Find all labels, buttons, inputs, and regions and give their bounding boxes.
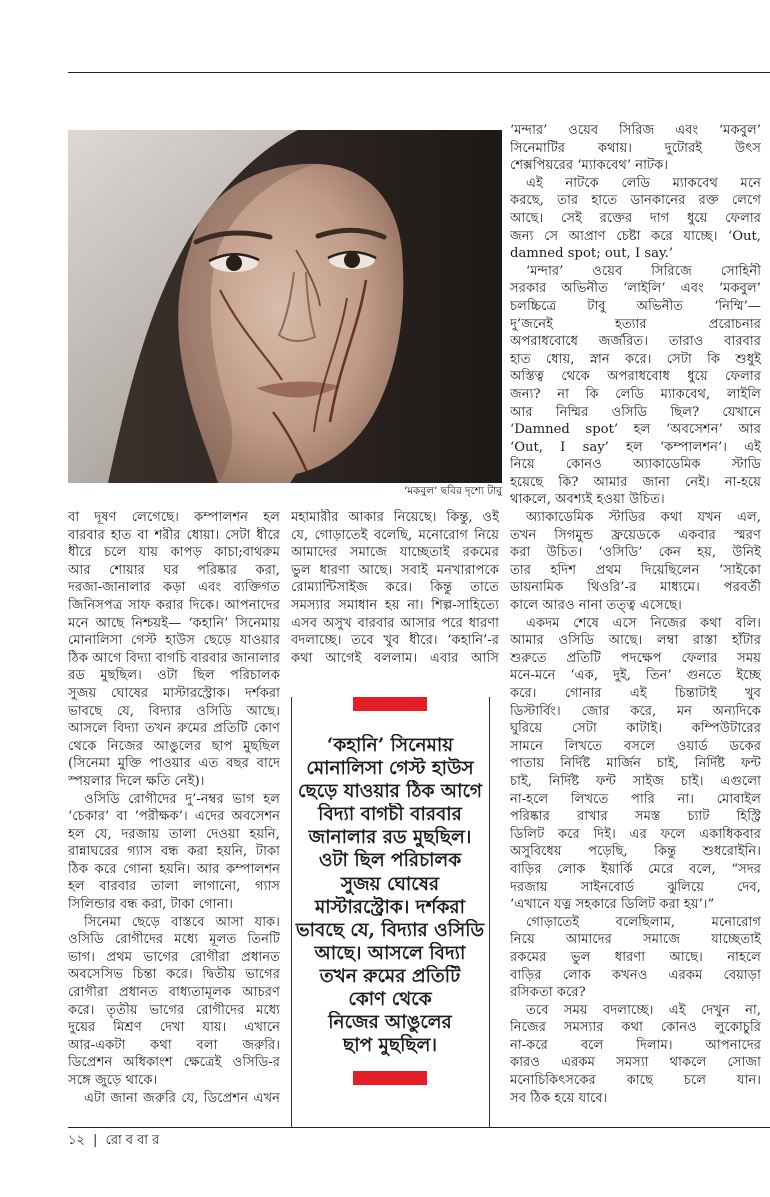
text-line: অ্যাকাডেমিক স্টাডির কথা যখন এল, <box>526 510 761 526</box>
text-line: ডায়নামিক থিওরি’-র মাধ্যমে। পরবর্তী <box>510 580 761 596</box>
paragraph <box>291 509 499 667</box>
paragraph <box>68 914 280 1090</box>
text-line: রোগীরা প্রধানত বাধ্যতামূলক আচরণ <box>68 985 280 1001</box>
text-line: অস্তিত্ব থেকে অপরাধবোধ ধুয়ে ফেলার <box>510 369 761 385</box>
text-line: ওসিডি রোগীদের দু’-নম্বর ভাগ হল <box>84 791 280 807</box>
page-footer <box>68 1132 163 1150</box>
text-line: কোণ থেকে <box>348 989 432 1011</box>
text-line: (সিনেমা মুক্তি পাওয়ার এত বছর বাদে <box>68 756 280 772</box>
text-line: গোড়াতেই বলেছিলাম, মনোরোগ <box>526 914 761 930</box>
paragraph <box>510 615 761 914</box>
left-iris <box>226 255 242 271</box>
text-line: জন্য? না কি লেডি ম্যাকবেথ, লাইলি <box>510 386 761 402</box>
text-line: ওসিডি রোগীদের মধ্যে মূলত তিনটি <box>68 932 280 948</box>
text-line: মনোচিকিৎসকের কাছে চলে যান। <box>510 1073 761 1089</box>
text-line: দরজায় সাইনবোর্ড ঝুলিয়ে দেব, <box>510 879 761 895</box>
text-line: সঙ্গে জুড়ে থাকে। <box>68 1073 158 1088</box>
text-line: ‘Out, I say’ হল ‘কম্পালশন’। এই <box>510 439 761 455</box>
pull-quote <box>292 734 488 1057</box>
text-line: damned spot; out, I say.’ <box>510 246 674 262</box>
text-line: নিয়ে কোনও অ্যাকাডেমিক স্টাডি <box>510 457 761 473</box>
text-line: আছে। সেই রক্তের দাগ ধুয়ে ফেলার <box>510 210 761 226</box>
text-line: দু’জনেই হত্যার প্ররোচনার <box>510 316 761 332</box>
text-line: সিনেমা ছেড়ে বাস্তবে আসা যাক। <box>84 914 280 930</box>
text-line: বারবার হাত বা শরীর ধোয়া। সেটা ধীরে <box>68 527 280 543</box>
text-line: পাতায় নির্দিষ্ট মার্জিন চাই, নির্দিষ্ট ফন্ট <box>510 756 761 772</box>
paragraph <box>292 734 488 1057</box>
text-line: আমাদের সমাজে যাচ্ছেতাই রকমের <box>291 545 499 561</box>
text-line: জন্য সে আপ্রাণ চেষ্টা করে যাচ্ছে। ‘Out, <box>510 228 761 244</box>
text-line: নিজের আঙুলের <box>328 1012 452 1034</box>
text-line: একদম শেষে এসে নিজের কথা বলি। <box>526 615 761 631</box>
text-line: রোম্যান্টিসাইজ করে। কিন্তু তাতে <box>291 580 499 596</box>
text-line: রড মুছছিল। ওটা ছিল পরিচালক <box>68 668 280 684</box>
article-column-right <box>510 122 761 1107</box>
text-line: জিনিসপত্র সাফ করার দিকে। আপনাদের <box>68 597 280 613</box>
paragraph <box>68 509 280 791</box>
text-line: স্পয়লার দিলে ক্ষতি নেই)। <box>68 773 205 789</box>
text-line: হল বারবার তালা লাগানো, গ্যাস <box>68 879 280 895</box>
text-line: নিয়ে আমাদের সমাজে যাচ্ছেতাই <box>510 932 761 948</box>
text-line: সিনেমাটির কথায়। দুটোরই উৎস <box>510 140 761 156</box>
paragraph <box>510 509 761 615</box>
right-iris <box>344 252 360 268</box>
bottom-rule <box>68 1127 770 1128</box>
text-line: মনে-মনে ‘এক, দুই, তিন’ গুনতে ইচ্ছে <box>510 668 761 684</box>
text-line: তখন রুমের প্রতিটি <box>319 965 461 987</box>
text-line: সামনে লিখতে বসলে ওয়ার্ড ডকের <box>510 738 761 754</box>
text-line: না-করে বলে দিলাম। আপনাদের <box>510 1037 761 1053</box>
text-line: শুরুতে প্রতিটি পদক্ষেপ ফেলার সময় <box>510 650 761 666</box>
text-line: এসব অসুখ বারবার আসার পরে ধারণা <box>291 615 499 631</box>
text-line: রান্নাঘরের গ্যাস বন্ধ করা হয়নি, টাকা <box>68 844 280 860</box>
text-line: বা দূষণ লেগেছে। কম্পালশন হল <box>68 510 280 525</box>
text-line: জানালার রড মুছছিল। <box>308 827 472 849</box>
paragraph <box>510 914 761 1002</box>
text-line: ডিস্টার্বিং। জোর করে, মন অন্যদিকে <box>510 703 761 719</box>
paragraph <box>510 175 761 263</box>
page-number: ১২ <box>68 1133 85 1148</box>
magazine-name: রোববার <box>105 1133 164 1148</box>
text-line: ছাপ মুছছিল। <box>343 1035 437 1057</box>
text-line: যে, গোড়াতেই বলেছি, মনোরোগ নিয়ে <box>291 527 499 543</box>
text-line: মাস্টারস্ট্রোক। দর্শকরা <box>315 896 465 918</box>
text-line: চাই, নির্দিষ্ট ফন্ট সাইজ চাই। এগুলো <box>510 773 761 789</box>
text-line: ভাবছে যে, বিদ্যার ওসিডি আছে। <box>68 703 280 719</box>
text-line: কালে আরও নানা তত্ত্ব এসেছে। <box>510 598 682 614</box>
text-line: তবে সময় বদলাচ্ছে। এই দেখুন না, <box>526 1002 761 1018</box>
text-line: নিজের সমস্যার কথা কোনও লুকোচুরি <box>510 1020 761 1036</box>
text-line: আর-একটা কথা বলা জরুরি। <box>68 1037 280 1053</box>
text-line: তখন সিগমুন্ড ফ্রয়েডকে একবার স্মরণ <box>510 527 761 543</box>
text-line: ‘চেকার’ বা ‘পরীক্ষক’। এদের অবসেশন <box>68 809 280 825</box>
text-line: আর নিম্মির ওসিডি ছিল? যেখানে <box>510 404 761 420</box>
paragraph <box>68 791 280 914</box>
text-line: মহামারীর আকার নিয়েছে। কিন্তু, ওই <box>291 510 499 525</box>
article-column-middle <box>291 509 499 667</box>
text-line: ছেড়ে যাওয়ার ঠিক আগে <box>297 781 483 803</box>
text-line: তার হদিশ প্রথম দিয়েছিলেন ‘সাইকো <box>510 562 761 578</box>
text-line: থাকলে, অবশ্যই হওয়া উচিত। <box>510 492 665 508</box>
text-line: ঠিক করে গোনা হয়নি। আর কম্পালশন <box>68 861 280 877</box>
pull-quote-bottom-bar <box>353 1071 427 1085</box>
text-line: করা উচিত। ‘ওসিডি’ কেন হয়, উনিই <box>510 545 761 561</box>
pull-quote-top-bar <box>353 697 427 711</box>
text-line: অবসেসিভ চিন্তা করে। দ্বিতীয় ভাগের <box>68 967 280 983</box>
text-line: হয়েছে কি? আমার জানা নেই। না-হয়ে <box>510 474 761 490</box>
text-line: ডিপ্রেশন অধিকাংশ ক্ষেত্রেই ওসিডি-র <box>68 1055 280 1071</box>
text-line: বাড়ির লোক কখনও এরকম বেয়াড়া <box>510 967 761 983</box>
text-line: এই নাটকে লেডি ম্যাকবেথ মনে <box>526 175 761 191</box>
text-line: সিলিন্ডার বন্ধ করা, টাকা গোনা। <box>68 897 234 913</box>
text-line: মোনালিসা গেস্ট হাউস ছেড়ে যাওয়ার <box>68 633 280 649</box>
text-line: ওটা ছিল পরিচালক <box>318 850 462 872</box>
text-line: সরকার অভিনীত ‘লাইলি’ এবং ‘মকবুল’ <box>510 281 761 297</box>
text-line: বদলাচ্ছে। তবে খুব ধীরে। ‘কহানি’-র <box>291 633 499 649</box>
article-photo <box>68 130 502 483</box>
top-rule <box>68 72 770 73</box>
text-line: ‘কহানি’ সিনেমায় <box>326 735 454 756</box>
text-line: করছে, তার হাতে ডানকানের রক্ত লেগে <box>510 193 761 209</box>
article-column-left <box>68 509 280 1107</box>
paragraph <box>68 1090 280 1108</box>
text-line: বাড়ির লোক ইয়ার্কি মেরে বলে, “সদর <box>510 861 761 877</box>
text-line: করে। তৃতীয় ভাগের রোগীদের মধ্যে <box>68 1002 280 1018</box>
text-line: আছে। আসলে বিদ্যা <box>314 942 466 964</box>
text-line: ভুল ধারণা আছে। সবাই মনখারাপকে <box>291 562 499 578</box>
text-line: দুয়ের মিশ্রণ দেখা যায়। এখানে <box>68 1020 280 1036</box>
text-line: সব ঠিক হয়ে যাবে। <box>510 1090 608 1106</box>
text-line: হল যে, দরজায় তালা দেওয়া হয়নি, <box>68 826 280 842</box>
text-line: কথা আগেই বললাম। এবার আসি <box>291 650 499 666</box>
text-line: কারও এরকম সমস্যা থাকলে সোজা <box>510 1055 761 1071</box>
text-line: ঠিক আগে বিদ্যা বাগচি বারবার জানালার <box>68 650 280 666</box>
text-line: অসুবিধেয় পড়েছি, কিন্তু শুধরোইনি। <box>510 844 761 860</box>
text-line: ঘুরিয়ে সেটা কাটাই। কম্পিউটারের <box>510 721 761 737</box>
text-line: আমার ওসিডি আছে। লম্বা রাস্তা হাঁটার <box>510 633 761 649</box>
text-line: চলচ্চিত্রে টাবু অভিনীত ‘নিম্মি’— <box>510 298 761 314</box>
text-line: পরিষ্কার রাখার সমস্ত চ্যাট হিস্ট্রি <box>510 809 761 825</box>
text-line: ‘মন্দার’ ওয়েব সিরিজে সোহিনী <box>526 263 761 279</box>
text-line: ‘মন্দার’ ওয়েব সিরিজ এবং ‘মকবুল’ <box>510 123 761 138</box>
text-line: ভাবছে যে, বিদ্যার ওসিডি <box>295 919 485 941</box>
text-line: সুজয় ঘোষের মাস্টারস্ট্রোক। দর্শকরা <box>68 685 280 701</box>
text-line: মোনালিসা গেস্ট হাউস <box>306 758 474 780</box>
photo-illustration <box>68 130 502 483</box>
text-line: বিদ্যা বাগচী বারবার <box>318 804 462 826</box>
text-line: ‘এখানে যত্ন সহকারে ডিলিট করা হয়’।” <box>510 897 715 913</box>
text-line: ভাগ। প্রথম ভাগের রোগীরা প্রধানত <box>68 949 280 965</box>
text-line: রসিকতা করে? <box>510 985 586 1001</box>
text-line: থেকে নিজের আঙুলের ছাপ মুছছিল <box>68 738 280 754</box>
footer-separator: | <box>93 1133 98 1148</box>
text-line: মনে আছে নিশ্চয়ই— ‘কহানি’ সিনেমায় <box>68 615 280 631</box>
text-line: রকমের ভুল ধারণা আছে। নাহলে <box>510 949 761 965</box>
paragraph <box>510 1002 761 1108</box>
text-line: অপরাধবোধে জর্জরিত। তারাও বারবার <box>510 334 761 350</box>
text-line: শেক্সপিয়রের ‘ম্যাকবেথ’ নাটক। <box>510 158 669 174</box>
text-line: হাত ধোয়, স্নান করে। সেটা কি শুধুই <box>510 351 761 367</box>
text-line: করে। গোনার এই চিন্তাটাই খুব <box>510 686 761 701</box>
paragraph <box>510 263 761 509</box>
paragraph <box>510 122 761 175</box>
text-line: আর শোয়ার ঘর পরিষ্কার করা, <box>68 562 280 578</box>
text-line: ডিলিট করে দিই। এর ফলে একাধিকবার <box>510 826 761 842</box>
text-line: দরজা-জানালার কড়া এবং ব্যক্তিগত <box>68 580 280 596</box>
text-line: এটা জানা জরুরি যে, ডিপ্রেশন এখন <box>84 1090 280 1106</box>
text-line: ‘Damned spot’ হল ‘অবসেশন’ আর <box>510 422 761 438</box>
text-line: সমস্যার সমাধান হয় না। শিল্প-সাহিত্যে <box>291 597 499 613</box>
text-line: না-হলে লিখতে পারি না। মোবাইল <box>510 791 761 807</box>
text-line: সুজয় ঘোষের <box>340 873 440 895</box>
text-line: ধীরে চলে যায় কাপড় কাচা;বাথরুম <box>68 545 280 561</box>
text-line: আসলে বিদ্যা তখন রুমের প্রতিটি কোণ <box>68 721 280 737</box>
photo-caption: ‘মকবুল’ ছবির দৃশ্যে টাবু <box>403 485 502 497</box>
